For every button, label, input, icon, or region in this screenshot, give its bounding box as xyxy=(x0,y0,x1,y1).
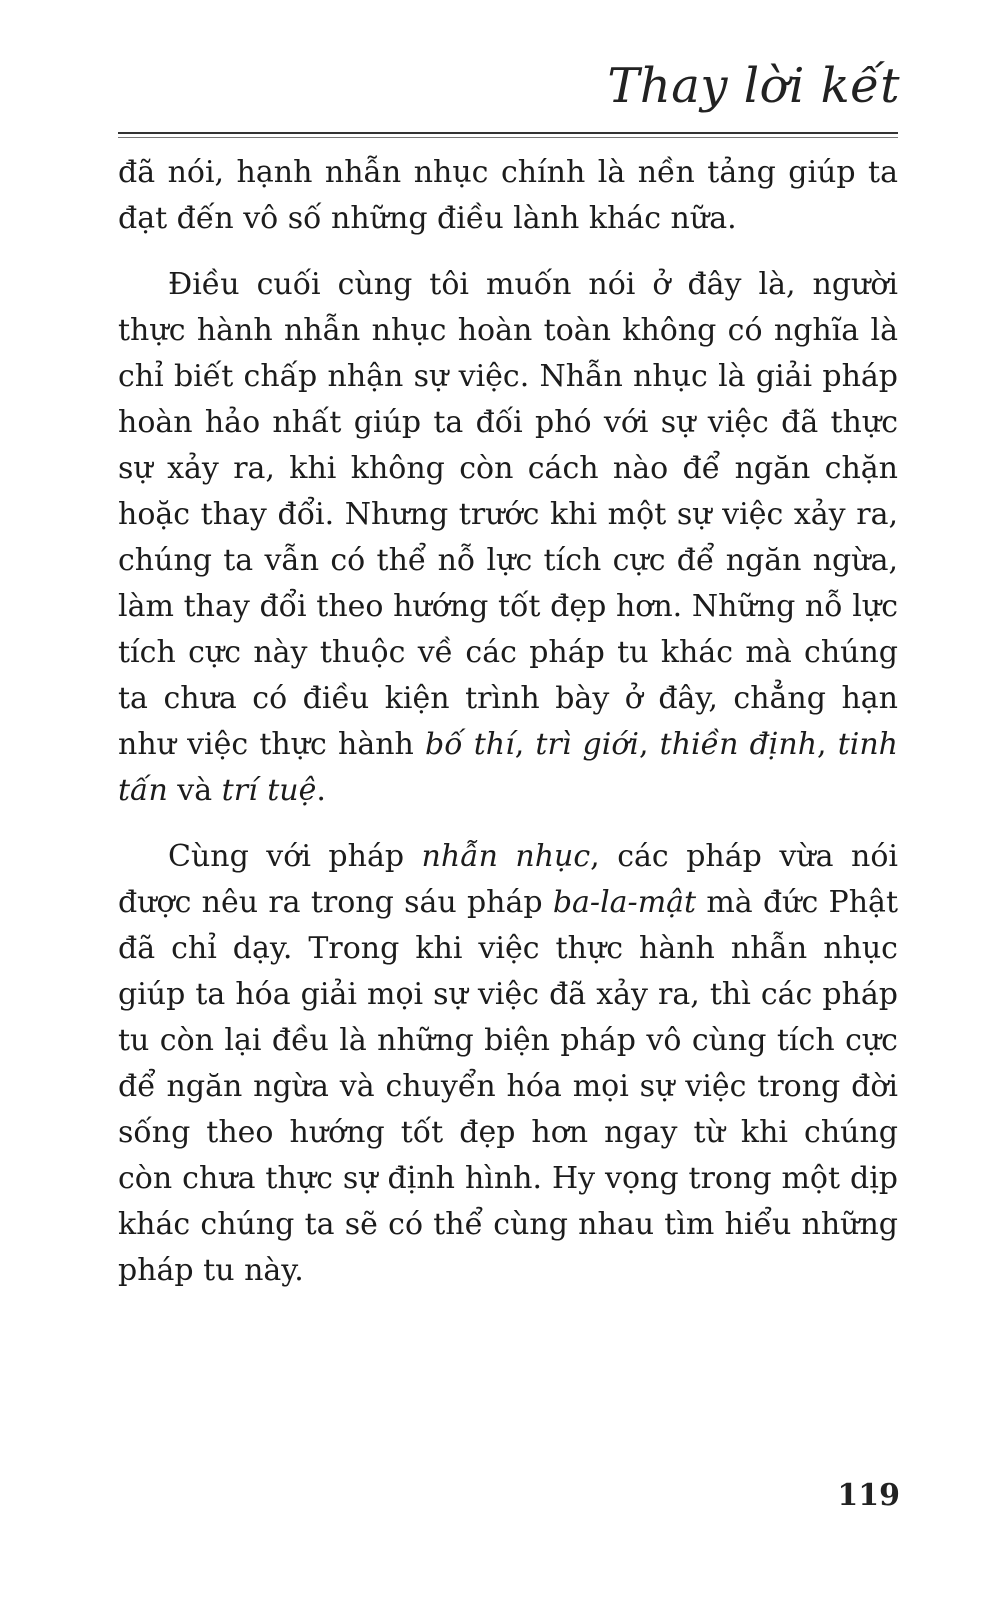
separator: , xyxy=(514,727,536,762)
conjunction: và xyxy=(167,773,222,808)
paragraph-2-text: Điều cuối cùng tôi muốn nói ở đây là, người thực hành nhẫn nhục hoàn toàn không có nghĩa là chỉ biết chấp nhận sự việc. Nhẫn nhục là giải pháp hoàn hảo nhất giúp ta đối phó với sự việc đã thực sự xảy ra, khi không còn cách nào để ngăn chặn hoặc thay đổi. Nhưng trước khi một sự việc xảy ra, chúng ta vẫn có thể nỗ lực tích cực để ngăn ngừa, làm thay đổi theo hướng tốt đẹp hơn. Những nỗ lực tích cực này thuộc về các pháp tu khác mà chúng ta chưa có điều kiện trình bày ở đây, chẳng hạn như việc thực hành xyxy=(118,267,898,762)
term-ba-la-mat: ba-la-mật xyxy=(552,885,697,920)
page-number: 119 xyxy=(837,1478,900,1513)
paragraph-3-rest: mà đức Phật đã chỉ dạy. Trong khi việc thực hành nhẫn nhục giúp ta hóa giải mọi sự việc đã xảy ra, thì các pháp tu còn lại đều là những biện pháp vô cùng tích cực để ngăn ngừa và chuyển hóa mọi sự việc trong đời sống theo hướng tốt đẹp hơn ngay từ khi chúng còn chưa thực sự định hình. Hy vọng trong một dịp khác chúng ta sẽ có thể cùng nhau tìm hiểu những pháp tu này. xyxy=(118,885,898,1288)
term-tinh-tan: tinh tấn xyxy=(118,727,898,808)
paragraph-2 xyxy=(118,262,898,814)
term-tri-gioi: trì giới xyxy=(535,727,639,762)
paragraph-1: đã nói, hạnh nhẫn nhục chính là nền tảng giúp ta đạt đến vô số những điều lành khác nữa. xyxy=(118,155,898,236)
term-tri-tue: trí tuệ xyxy=(221,773,317,808)
chapter-title: Thay lời kết xyxy=(607,58,900,114)
paragraph-3 xyxy=(118,834,898,1294)
term-thien-dinh: thiền định xyxy=(659,727,818,762)
paragraph-3-mid: , các pháp vừa nói được nêu ra trong sáu pháp xyxy=(118,839,898,920)
term-bo-thi: bố thí xyxy=(425,727,515,762)
term-nhan-nhuc: nhẫn nhục xyxy=(421,839,591,874)
header-divider-thin xyxy=(118,137,898,138)
separator: , xyxy=(817,727,838,762)
body-text xyxy=(118,150,898,1314)
separator: , xyxy=(638,727,660,762)
header-divider xyxy=(118,132,898,134)
paragraph-3-start: Cùng với pháp xyxy=(168,839,422,874)
period: . xyxy=(316,773,326,808)
